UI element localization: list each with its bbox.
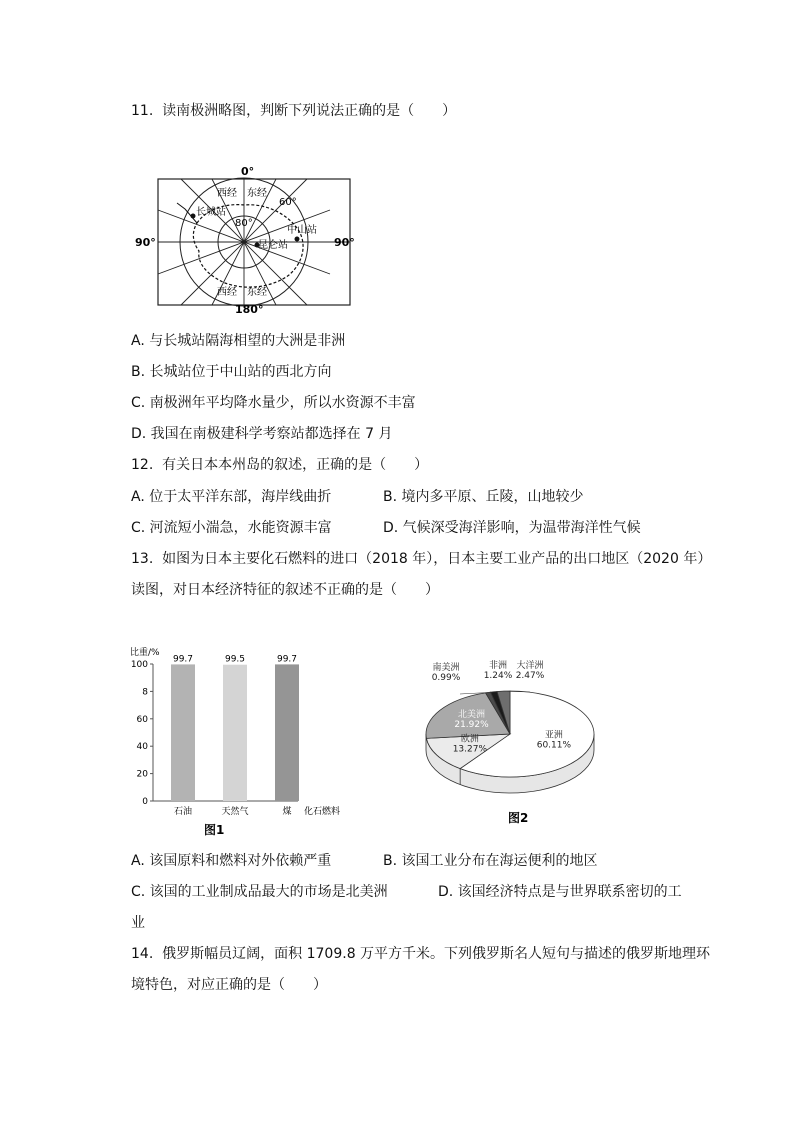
q11-option-a: A. 与长城站隔海相望的大洲是非洲 bbox=[131, 333, 346, 349]
pie-slice-value: 60.11% bbox=[536, 740, 572, 751]
q12-stem: 12. 有关日本本州岛的叙述，正确的是（ ） bbox=[131, 457, 429, 473]
q13-option-d: D. 该国经济特点是与世界联系密切的工 bbox=[438, 884, 682, 900]
bar-chart-xlabel: 化石燃料 bbox=[304, 807, 341, 817]
q12-option-c: C. 河流短小湍急，水能资源丰富 bbox=[131, 520, 332, 536]
bar-value-label: 99.5 bbox=[224, 654, 246, 665]
pie-slice-name: 非洲 bbox=[488, 661, 508, 671]
pie-slice-name: 大洋洲 bbox=[516, 661, 544, 671]
changcheng-station-marker bbox=[191, 214, 196, 219]
pie-slice-name: 南美洲 bbox=[432, 663, 460, 673]
q11-stem: 11. 读南极洲略图，判断下列说法正确的是（ ） bbox=[131, 103, 457, 119]
y-tick-label: 60 bbox=[136, 714, 148, 725]
q13-stem-line1: 13. 如图为日本主要化石燃料的进口（2018 年），日本主要工业产品的出口地区（2020 年） bbox=[131, 551, 712, 567]
bar-chart-fossil-fuel-imports bbox=[128, 646, 364, 840]
pie-slice-value: 1.24% bbox=[483, 671, 513, 681]
y-tick-label: 20 bbox=[136, 769, 148, 780]
q12-option-a: A. 位于太平洋东部，海岸线曲折 bbox=[131, 489, 332, 505]
x-tick-label: 石油 bbox=[173, 807, 193, 817]
lon-180-label: 180° bbox=[235, 303, 264, 313]
changcheng-station-label: 长城站 bbox=[196, 207, 226, 218]
y-tick-label: 8 bbox=[142, 687, 148, 698]
q12-option-b: B. 境内多平原、丘陵，山地较少 bbox=[383, 489, 584, 505]
q11-option-b: B. 长城站位于中山站的西北方向 bbox=[131, 364, 332, 380]
pie-slice-value: 21.92% bbox=[454, 719, 489, 730]
west-label-bottom: 西经 bbox=[217, 287, 237, 298]
q12-option-d: D. 气候深受海洋影响，为温带海洋性气候 bbox=[383, 520, 641, 536]
q13-option-b: B. 该国工业分布在海运便利的地区 bbox=[383, 853, 598, 869]
lon-90w-label: 90° bbox=[135, 236, 156, 249]
east-label-bottom: 东经 bbox=[247, 287, 267, 298]
q14-stem-line2: 境特色，对应正确的是（ ） bbox=[131, 977, 327, 993]
q13-option-c: C. 该国的工业制成品最大的市场是北美洲 bbox=[131, 884, 388, 900]
pie-slice-name: 亚洲 bbox=[544, 730, 563, 741]
q14-stem-line1: 14. 俄罗斯幅员辽阔，面积 1709.8 万平方千米。下列俄罗斯名人短句与描述的俄罗斯地理环 bbox=[131, 946, 711, 962]
east-label-top: 东经 bbox=[247, 188, 267, 199]
lat-60-label: 60° bbox=[279, 197, 297, 208]
q13-option-a: A. 该国原料和燃料对外依赖严重 bbox=[131, 853, 332, 869]
bar-value-label: 99.7 bbox=[276, 654, 298, 665]
bar bbox=[223, 665, 247, 801]
x-tick-label: 煤 bbox=[282, 807, 292, 817]
x-tick-label: 天然气 bbox=[221, 807, 249, 817]
q13-option-d-cont: 业 bbox=[131, 915, 145, 931]
y-tick-label: 100 bbox=[130, 660, 148, 670]
q13-stem-line2: 读图，对日本经济特征的叙述不正确的是（ ） bbox=[131, 582, 439, 598]
west-label-top: 西经 bbox=[217, 188, 237, 199]
kunlun-station-label: 昆仑站 bbox=[258, 240, 288, 251]
bar bbox=[275, 664, 299, 801]
q11-option-c: C. 南极洲年平均降水量少，所以水资源不丰富 bbox=[131, 395, 416, 411]
bar-value-label: 99.7 bbox=[172, 654, 194, 665]
q11-option-d: D. 我国在南极建科学考察站都选择在 7 月 bbox=[131, 426, 393, 442]
pie-slice-value: 13.27% bbox=[452, 744, 488, 755]
pie-slice-value: 0.99% bbox=[431, 673, 461, 683]
lat-80-label: 80° bbox=[235, 218, 253, 229]
zhongshan-station-label: 中山站 bbox=[287, 225, 317, 236]
antarctica-map bbox=[127, 163, 357, 313]
pie-slice-value: 2.47% bbox=[515, 671, 545, 681]
zhongshan-station-marker bbox=[295, 237, 300, 242]
pie-chart-title: 图2 bbox=[508, 811, 529, 825]
bar-chart-title: 图1 bbox=[204, 823, 225, 837]
pie-chart-export-regions bbox=[418, 656, 608, 828]
pie-slice-name: 欧洲 bbox=[460, 734, 479, 745]
bar-chart-ylabel: 比重/% bbox=[130, 648, 160, 658]
bar bbox=[171, 664, 195, 801]
y-tick-label: 0 bbox=[142, 797, 148, 807]
lon-90e-label: 90° bbox=[334, 236, 355, 249]
pie-slice-name: 北美洲 bbox=[458, 709, 486, 720]
y-tick-label: 40 bbox=[136, 742, 148, 753]
lon-0-label: 0° bbox=[241, 165, 255, 178]
